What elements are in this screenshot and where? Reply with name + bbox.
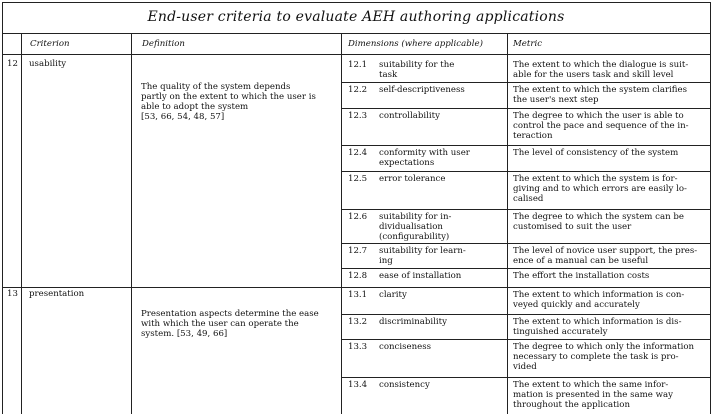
- dimension-line: suitability for the: [379, 60, 455, 70]
- metric-line: giving and to which errors are easily lo-: [513, 184, 687, 194]
- metric-line: tinguished accurately: [513, 327, 608, 337]
- header-criterion: Criterion: [30, 39, 70, 49]
- dimension-id: 13.4: [348, 380, 368, 390]
- dimension-id: 12.1: [348, 60, 368, 70]
- row-rule: [341, 314, 711, 315]
- dimension-line: ease of installation: [379, 271, 462, 281]
- criterion-name: usability: [29, 59, 67, 69]
- dimension-id: 13.2: [348, 317, 368, 327]
- dimension-line: self-descriptiveness: [379, 85, 465, 95]
- row-rule: [341, 268, 711, 269]
- header-rule: [2, 54, 711, 55]
- title-rule: [2, 33, 711, 34]
- definition-line: Presentation aspects determine the ease: [141, 309, 319, 319]
- row-rule: [341, 171, 711, 172]
- header-metric: Metric: [513, 39, 543, 49]
- dimension-id: 13.3: [348, 342, 368, 352]
- definition-line: The quality of the system depends: [141, 82, 291, 92]
- metric-line: veyed quickly and accurately: [513, 300, 640, 310]
- dimension-line: ing: [379, 256, 393, 266]
- dimension-line: discriminability: [379, 317, 447, 327]
- metric-line: The degree to which the system can be: [513, 212, 684, 222]
- row-rule: [341, 82, 711, 83]
- metric-line: mation is presented in the same way: [513, 390, 673, 400]
- metric-line: The extent to which the system is for-: [513, 174, 678, 184]
- metric-line: The extent to which the system clarifies: [513, 85, 688, 95]
- frame-top: [2, 2, 711, 3]
- column-rule: [341, 33, 342, 414]
- metric-line: throughout the application: [513, 400, 631, 410]
- dimension-line: clarity: [379, 290, 407, 300]
- definition-line: [53, 66, 54, 48, 57]: [141, 112, 225, 122]
- definition-line: able to adopt the system: [141, 102, 249, 112]
- dimension-line: dividualisation: [379, 222, 443, 232]
- metric-line: control the pace and sequence of the in-: [513, 121, 689, 131]
- metric-line: ence of a manual can be useful: [513, 256, 649, 266]
- dimension-line: suitability for in-: [379, 212, 452, 222]
- metric-line: The level of novice user support, the pres-: [513, 246, 698, 256]
- table-title: End-user criteria to evaluate AEH authoring applications: [147, 9, 565, 25]
- metric-line: teraction: [513, 131, 553, 141]
- dimension-id: 12.8: [348, 271, 368, 281]
- criterion-number: 12: [7, 59, 18, 69]
- dimension-id: 12.2: [348, 85, 368, 95]
- row-rule: [341, 145, 711, 146]
- row-rule: [341, 377, 711, 378]
- metric-line: necessary to complete the task is pro-: [513, 352, 679, 362]
- metric-line: customised to suit the user: [513, 222, 632, 232]
- definition-line: partly on the extent to which the user is: [141, 92, 316, 102]
- column-rule: [507, 33, 508, 414]
- metric-line: able for the users task and skill level: [513, 70, 674, 80]
- definition-line: with which the user can operate the: [141, 319, 299, 329]
- row-rule: [341, 108, 711, 109]
- header-definition: Definition: [142, 39, 185, 49]
- metric-line: The effort the installation costs: [513, 271, 650, 281]
- column-rule: [131, 33, 132, 414]
- dimension-line: error tolerance: [379, 174, 446, 184]
- dimension-line: task: [379, 70, 398, 80]
- header-dimensions: Dimensions (where applicable): [348, 39, 483, 49]
- metric-line: The extent to which the dialogue is suit-: [513, 60, 689, 70]
- dimension-line: controllability: [379, 111, 440, 121]
- dimension-line: expectations: [379, 158, 435, 168]
- metric-line: The degree to which the user is able to: [513, 111, 684, 121]
- dimension-id: 12.5: [348, 174, 368, 184]
- frame-left: [2, 2, 3, 414]
- criterion-number: 13: [7, 289, 18, 299]
- metric-line: the user's next step: [513, 95, 599, 105]
- group-rule: [2, 287, 711, 288]
- dimension-line: conciseness: [379, 342, 432, 352]
- dimension-id: 12.7: [348, 246, 368, 256]
- dimension-id: 12.6: [348, 212, 368, 222]
- dimension-id: 12.3: [348, 111, 368, 121]
- metric-line: The degree to which only the information: [513, 342, 695, 352]
- row-rule: [341, 209, 711, 210]
- metric-line: calised: [513, 194, 544, 204]
- metric-line: The extent to which the same infor-: [513, 380, 669, 390]
- metric-line: vided: [513, 362, 537, 372]
- frame-right: [710, 2, 711, 414]
- dimension-line: (configurability): [379, 232, 450, 242]
- dimension-line: suitability for learn-: [379, 246, 466, 256]
- definition-line: system. [53, 49, 66]: [141, 329, 228, 339]
- criterion-name: presentation: [29, 289, 85, 299]
- column-rule: [21, 33, 22, 414]
- metric-line: The extent to which information is dis-: [513, 317, 682, 327]
- metric-line: The extent to which information is con-: [513, 290, 685, 300]
- row-rule: [341, 339, 711, 340]
- dimension-id: 12.4: [348, 148, 368, 158]
- dimension-line: consistency: [379, 380, 430, 390]
- dimension-id: 13.1: [348, 290, 368, 300]
- metric-line: The level of consistency of the system: [513, 148, 679, 158]
- row-rule: [341, 243, 711, 244]
- dimension-line: conformity with user: [379, 148, 470, 158]
